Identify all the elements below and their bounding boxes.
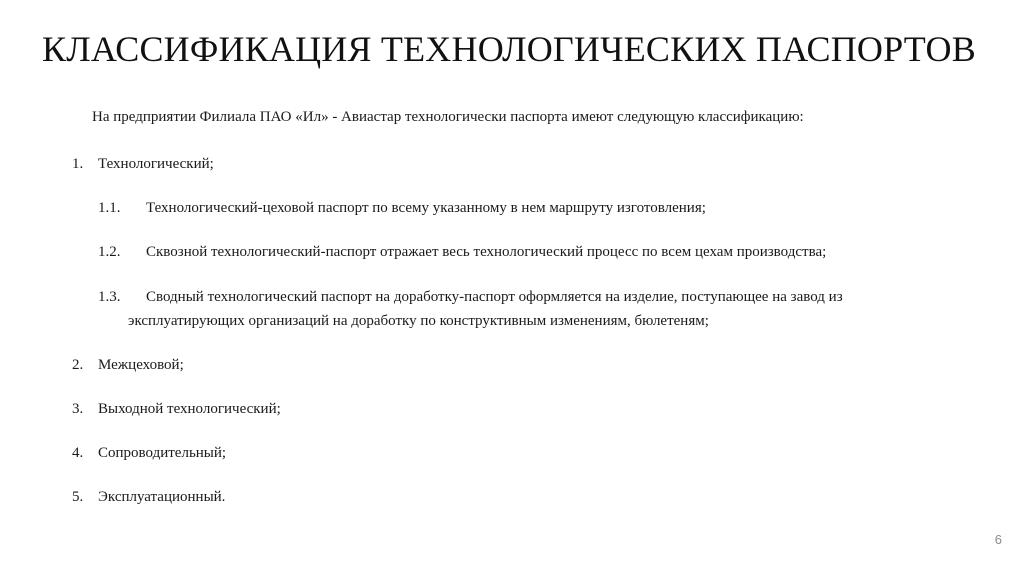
list-item-4 <box>72 444 226 463</box>
list-item-1-3-continuation: эксплуатирующих организаций на доработку по конструктивным изменениям, бюлетеням; <box>128 313 709 329</box>
list-item-text: Межцеховой; <box>98 357 184 373</box>
list-item-number: 5. <box>72 489 84 505</box>
list-item-number: 1.2. <box>98 244 121 260</box>
list-item-number: 4. <box>72 445 84 461</box>
list-item-text: Эксплуатационный. <box>98 489 226 505</box>
slide-title: КЛАССИФИКАЦИЯ ТЕХНОЛОГИЧЕСКИХ ПАСПОРТОВ <box>42 29 976 69</box>
list-item-number: 1. <box>72 156 84 172</box>
list-item-text: Сквозной технологический-паспорт отражает весь технологический процесс по всем цехам производства; <box>146 244 827 260</box>
list-item-text: Технологический; <box>98 156 214 172</box>
list-item-text: Технологический-цеховой паспорт по всему указанному в нем маршруту изготовления; <box>146 200 706 216</box>
list-item-1-3 <box>98 288 843 307</box>
intro-paragraph: На предприятии Филиала ПАО «Ил» - Авиастар технологически паспорта имеют следующую классификацию: <box>92 109 804 125</box>
list-item-number: 1.1. <box>98 200 121 216</box>
list-item-3 <box>72 400 281 419</box>
list-item-number: 3. <box>72 401 84 417</box>
list-item-1-1 <box>98 199 706 218</box>
list-item-number: 1.3. <box>98 289 121 305</box>
list-item-text: Выходной технологический; <box>98 401 281 417</box>
list-item-5 <box>72 488 225 507</box>
page-number: 6 <box>994 532 1002 547</box>
list-item-1-2 <box>98 243 826 262</box>
list-item-text: Сопроводительный; <box>98 445 227 461</box>
list-item-1 <box>72 155 214 174</box>
list-item-2 <box>72 356 184 375</box>
list-item-text: Сводный технологический паспорт на доработку-паспорт оформляется на изделие, поступающее на завод из <box>146 289 843 305</box>
list-item-number: 2. <box>72 357 84 373</box>
